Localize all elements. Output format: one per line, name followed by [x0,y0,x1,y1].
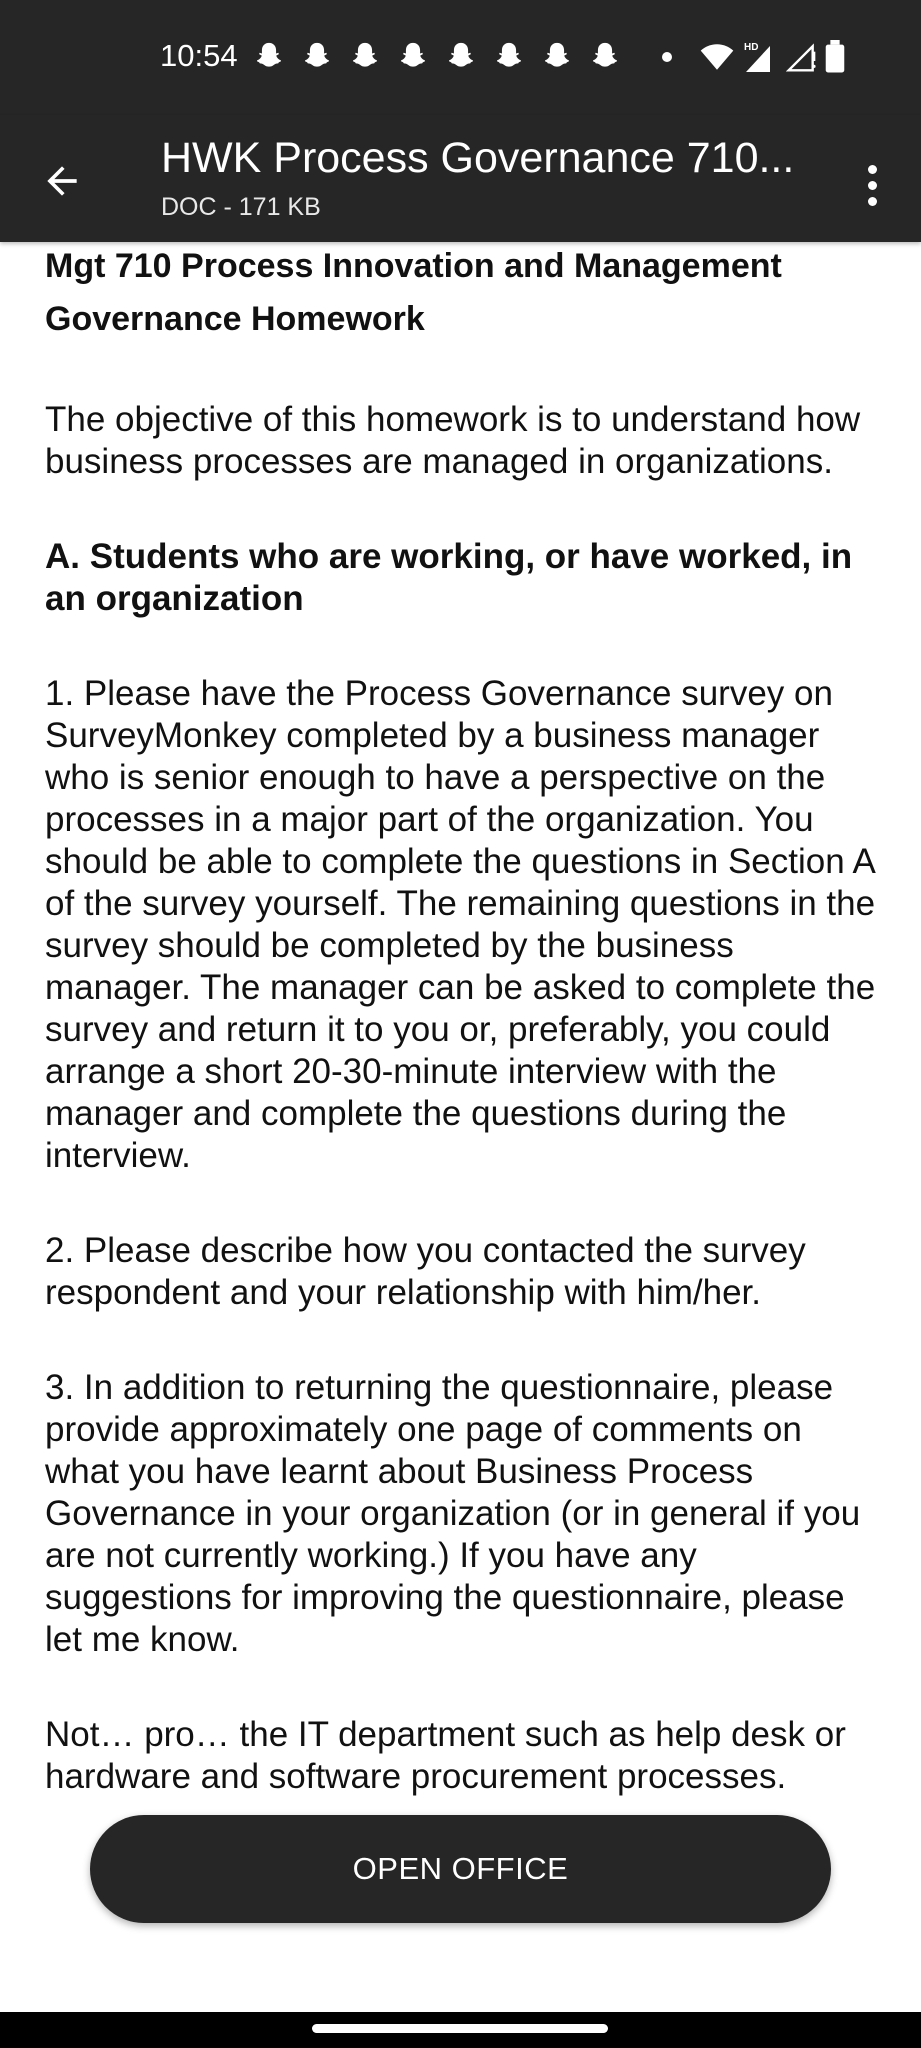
document-heading-line2: Governance Homework [45,300,425,338]
status-bar [0,0,921,115]
snapchat-icon [540,40,574,74]
open-office-button[interactable]: OPEN OFFICE [90,1815,831,1923]
document-title: HWK Process Governance 710... [161,134,795,182]
snapchat-icon [396,40,430,74]
objective-paragraph: The objective of this homework is to understand how business processes are managed in organizations. [45,400,861,481]
arrow-left-icon [40,159,84,203]
notification-icons [252,40,622,74]
snapchat-icon [444,40,478,74]
snapchat-icon [492,40,526,74]
more-vert-icon-dot [868,197,877,206]
document-heading-line1: Mgt 710 Process Innovation and Management [45,247,782,285]
status-time: 10:54 [160,38,238,73]
more-options-button[interactable] [848,155,896,215]
wifi-icon [700,42,734,72]
snapchat-icon [300,40,334,74]
note-paragraph-partial: Not… pro… the IT department such as help desk or hardware and software procurement processes. [45,1715,846,1796]
item-2-paragraph: 2. Please describe how you contacted the survey respondent and your relationship with him/her. [45,1231,806,1312]
item-1-paragraph: 1. Please have the Process Governance survey on SurveyMonkey completed by a business manager who is senior enough to have a perspective on the processes in a major part of the organization. You should be able to complete the questions in Section A of the survey yourself. The remaining questions in the survey should be completed by the business manager. The manager can be asked to complete the survey and return it to you or, preferably, you could arrange a short 20-30-minute interview with the manager and complete the questions during the interview. [45,674,876,1175]
document-subtitle: DOC - 171 KB [161,193,321,221]
system-icons [700,40,846,74]
more-vert-icon-dot [868,181,877,190]
snapchat-icon [252,40,286,74]
navigation-bar [0,2012,921,2048]
battery-icon [824,40,846,74]
cell-signal-no-data-icon [786,41,818,73]
snapchat-icon [588,40,622,74]
hd-badge: HD [744,42,759,53]
snapchat-icon [348,40,382,74]
back-button[interactable] [26,145,98,217]
more-notifications-dot [662,52,672,62]
item-3-paragraph: 3. In addition to returning the questionnaire, please provide approximately one page of comments on what you have learnt about Business Process Governance in your organization (or in general if you are not currently working.) If you have any suggestions for improving the questionnaire, please let me know. [45,1368,861,1659]
app-bar [0,115,921,242]
more-vert-icon-dot [868,165,877,174]
cell-signal-hd-icon [740,40,780,74]
document-content [45,240,881,1798]
section-a-heading: A. Students who are working, or have worked, in an organization [45,537,853,618]
home-gesture-handle[interactable] [312,2024,608,2033]
